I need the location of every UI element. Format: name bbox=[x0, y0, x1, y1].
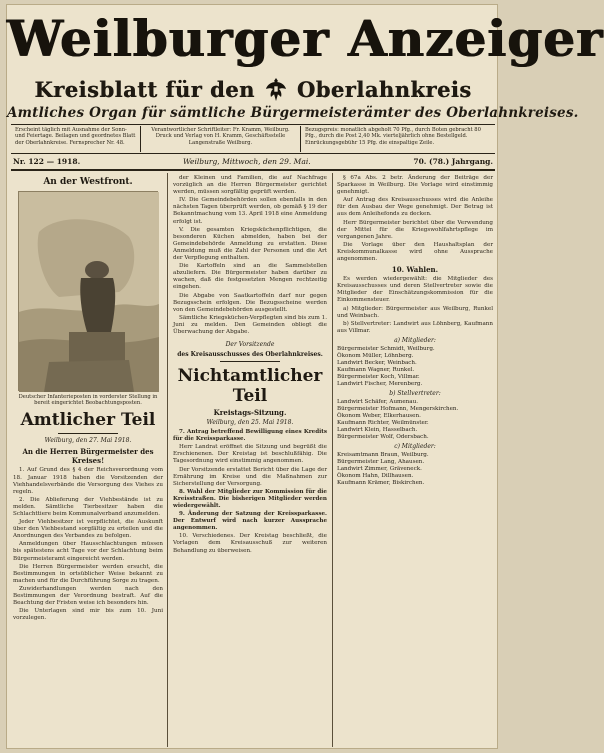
issue-number: Nr. 122 — 1918. bbox=[13, 156, 81, 166]
issue-date: Weilburg, Mittwoch, den 29. Mai. bbox=[182, 156, 311, 166]
paragraph: Die Vorlage über den Haushaltsplan der Kreiskommunalkasse wird ohne Aussprache angenommen. bbox=[337, 241, 493, 263]
paragraph: 9. Änderung der Satzung der Kreissparkasse. Der Entwurf wird nach kurzer Aussprache angenommen. bbox=[173, 511, 327, 532]
photo-caption: Deutscher Infanterieposten in vorderster Stellung in bereit eingerichtet Beobachtungsposten. bbox=[18, 394, 158, 407]
list-item: Ökonom Müller, Löhnberg. bbox=[337, 352, 414, 359]
newspaper-page bbox=[6, 4, 604, 749]
paragraph: Die Kartoffeln sind an die Sammelstellen abzuliefern. Die Bürgermeister haben darüber zu wachen, daß die festgesetzten Mengen rechtzeitig eingehen. bbox=[173, 263, 327, 291]
paragraph: Die Unterlagen sind mir bis zum 10. Juni vorzulegen. bbox=[13, 608, 163, 622]
list-item: Kreisamtmann Braun, Weilburg. bbox=[337, 451, 429, 458]
col1-body bbox=[13, 467, 163, 622]
list-item: Landwirt Zimmer, Gräveneck. bbox=[337, 465, 422, 472]
list-item: Kaufmann Richter, Weilmünster. bbox=[337, 419, 429, 426]
info-editor: Verantwortlicher Schriftleiter: Fr. Kramm, Weilburg. Druck und Verlag von H. Kramm, Geschäftsstelle Langenstraße Weilburg. bbox=[141, 126, 301, 152]
paragraph: 1. Auf Grund des § 4 der Reichsverordnung vom 18. Januar 1918 haben die Vorsitzenden der Viehhandelsverbände die Versorgung des Viehes zu regeln. bbox=[13, 467, 163, 495]
paragraph: Jeder Viehbesitzer ist verpflichtet, die Auskunft über den Viehbestand sorgfältig zu erteilen und die Anordnungen des Verbandes zu befolgen. bbox=[13, 519, 163, 540]
members-list-3 bbox=[337, 452, 493, 487]
paragraph: Der Vorsitzende erstattet Bericht über die Lage der Ernährung im Kreise und die Maßnahmen zur Sicherstellung der Versorgung. bbox=[173, 466, 327, 487]
kreistag-date: Weilburg, den 25. Mai 1918. bbox=[206, 419, 294, 427]
paragraph: a) Mitglieder: Bürgermeister aus Weilburg, Runkel und Weinbach. bbox=[337, 305, 493, 319]
subtitle-left: Kreisblatt für den bbox=[34, 76, 255, 102]
paragraph: 7. Antrag betreffend Bewilligung eines Kredits für die Kreissparkasse. bbox=[173, 429, 327, 443]
members-list-2 bbox=[337, 399, 493, 441]
list-item: Landwirt Becker, Weinbach. bbox=[337, 359, 417, 366]
column-1 bbox=[13, 175, 163, 745]
paragraph: Die Abgabe von Saatkartoffeln darf nur gegen Bezugsschein erfolgen. Die Bezugsscheine werden von den Gemeindebehörden ausgestellt. bbox=[173, 292, 327, 313]
paragraph: Zuwiderhandlungen werden nach den Bestimmungen der Verordnung bestraft. Auf die Beachtung der Fristen weise ich besonders hin. bbox=[13, 585, 163, 607]
paragraph: IV. Die Gemeindebehörden sollen ebenfalls in den nächsten Tagen überprüft werden, ob gemäß § 19 der Bekanntmachung vom 13. April 1918 eine Anmeldung erfolgt ist. bbox=[173, 197, 327, 225]
list-item: Bürgermeister Koch, Villmar. bbox=[337, 373, 420, 380]
paragraph: Sämtliche Kriegsküchen-Verpflegten sind bis zum 1. Juni zu melden. Den Gemeinden obliegt die Überwachung der Abgabe. bbox=[173, 314, 327, 335]
column-divider-2 bbox=[332, 173, 333, 747]
list-item: Bürgermeister Lang, Ahausen. bbox=[337, 458, 425, 465]
kreistag-heading: Kreistags-Sitzung. bbox=[213, 408, 287, 418]
paragraph: Anmeldungen über Hausschlachtungen müssen bis spätestens acht Tage vor der Schlachtung beim Bürgermeisteramt eingereicht werden. bbox=[13, 541, 163, 562]
info-price: Bezugspreis: monatlich abgeholt 70 Pfg., durch Boten gebracht 80 Pfg., durch die Post 2,40 Mk. vierteljährlich ohne Bestellgeld. Einrückungsgebühr 15 Pfg. die einspaltige Zeile. bbox=[305, 127, 481, 146]
subtitle-row bbox=[7, 75, 499, 103]
deputies-list-heading: b) Stellvertreter: bbox=[389, 389, 441, 397]
paragraph: Auf Antrag des Kreisausschusses wird die Anleihe für den Ausbau der Wege genehmigt. Der Betrag ist aus dem Anleihefonds zu decken. bbox=[337, 197, 493, 218]
info-publication: Erscheint täglich mit Ausnahme der Sonn- und Feiertage. Beilagen und geordnetes Blatt der Oberlahnkreise. Fernsprecher Nr. 48. bbox=[11, 126, 141, 152]
list-item: Bürgermeister Schmidt, Weilburg. bbox=[337, 345, 435, 352]
paragraph: § 67a Abs. 2 betr. Änderung der Beiträge der Sparkasse in Weilburg. Die Vorlage wird einstimmig genehmigt. bbox=[337, 175, 493, 196]
paragraph: Die Herren Bürgermeister werden ersucht, die Bestimmungen in ortsüblicher Weise bekannt zu machen und für die Durchführung Sorge zu tragen. bbox=[13, 563, 163, 584]
list-item: Bürgermeister Hofmann, Mengerskirchen. bbox=[337, 405, 459, 412]
organ-line: Amtliches Organ für sämtliche Bürgermeisterämter des Oberlahnkreises. bbox=[7, 105, 579, 121]
wahlen-heading: 10. Wahlen. bbox=[391, 265, 439, 275]
list-item: Kaufmann Krämer, Biskirchen. bbox=[337, 479, 425, 486]
masthead bbox=[7, 5, 604, 135]
list-item: Bürgermeister Wolf, Odersbach. bbox=[337, 433, 429, 440]
headline-westfront: An der Westfront. bbox=[43, 177, 133, 187]
info-row bbox=[11, 126, 495, 152]
amtlicher-teil-heading: Amtlicher Teil bbox=[20, 410, 156, 431]
list-item: Kaufmann Wagner, Runkel. bbox=[337, 366, 415, 373]
amtlicher-date: Weilburg, den 27. Mai 1918. bbox=[44, 437, 132, 445]
photo-illustration bbox=[19, 192, 159, 392]
paragraph: Es werden wiedergewählt: die Mitglieder des Kreisausschusses und deren Stellvertreter sowie die Mitglieder der Einschätzungskommission für die Einkommensteuer. bbox=[337, 276, 493, 304]
volume-number: 70. (78.) Jahrgang. bbox=[413, 156, 493, 166]
members-list-heading: a) Mitglieder: bbox=[394, 336, 436, 344]
column-2 bbox=[173, 175, 327, 745]
list-item: Ökonom Hahn, Dillhausen. bbox=[337, 472, 414, 479]
letter-heading: An die Herren Bürgermeister des Kreises! bbox=[22, 447, 154, 466]
members-list-heading-3: c) Mitglieder: bbox=[394, 442, 436, 450]
newspaper-title: Weilburger Anzeiger bbox=[7, 9, 604, 68]
column-3 bbox=[337, 175, 493, 745]
paragraph: 2. Die Ablieferung der Viehbestände ist zu melden. Sämtliche Tierbesitzer haben die Schlachttiere beim Kommunalverband anzumelden. bbox=[13, 496, 163, 517]
eagle-emblem-icon bbox=[265, 76, 287, 102]
members-list-1 bbox=[337, 346, 493, 388]
paragraph: V. Die gesamten Kriegsküchenpflichtigen, die besonderen Küchen abmelden, haben bei der Gemeindebehörde Anmeldung zu erstatten. Diese Anmeldung muß die Zahl der Personen und die Art der Verpflegung enthalten. bbox=[173, 226, 327, 262]
dateline bbox=[11, 154, 495, 168]
paragraph: Herr Landrat eröffnet die Sitzung und begrüßt die Erschienenen. Der Kreistag ist beschlußfähig. Die Tagesordnung wird einstimmig angenommen. bbox=[173, 444, 327, 465]
list-item: Landwirt Fischer, Merenberg. bbox=[337, 380, 423, 387]
short-rule bbox=[58, 433, 118, 434]
header-rule-top bbox=[11, 124, 495, 125]
soldier-photo bbox=[18, 191, 158, 391]
col3-body-top bbox=[337, 175, 493, 263]
col2-body-bottom bbox=[173, 429, 327, 555]
signature-line-2: des Kreisausschusses des Oberlahnkreises. bbox=[177, 351, 323, 359]
short-rule bbox=[220, 361, 280, 362]
list-item: Landwirt Schäfer, Aumenau. bbox=[337, 398, 418, 405]
nichtamtlicher-teil-heading: Nichtamtlicher Teil bbox=[177, 366, 323, 407]
list-item: Ökonom Weber, Elkerhausen. bbox=[337, 412, 421, 419]
paragraph: Herr Bürgermeister berichtet über die Verwendung der Mittel für die Kriegswohlfahrtspflege im vergangenen Jahre. bbox=[337, 219, 493, 240]
col3-body-mid bbox=[337, 276, 493, 335]
header-rule-bottom bbox=[11, 169, 495, 171]
paragraph: b) Stellvertreter: Landwirt aus Löhnberg, Kaufmann aus Villmar. bbox=[337, 320, 493, 334]
col2-body-top bbox=[173, 175, 327, 336]
subtitle-right: Oberlahnkreis bbox=[296, 76, 472, 102]
list-item: Landwirt Klein, Hasselbach. bbox=[337, 426, 418, 433]
column-divider-1 bbox=[167, 173, 168, 747]
paragraph: 10. Verschiedenes. Der Kreistag beschließt, die Vorlagen dem Kreisausschuß zur weiteren Behandlung zu überweisen. bbox=[173, 533, 327, 554]
paragraph: der Kleinen und Familien, die auf Nachfrage vorzüglich an die Herren Bürgermeister gerichtet werden, müssen sorgfältig geprüft werden. bbox=[173, 175, 327, 196]
paragraph: 8. Wahl der Mitglieder zur Kommission für die Kreisstraßen. Die bisherigen Mitglieder werden wiedergewählt. bbox=[173, 488, 327, 509]
signature-line-1: Der Vorsitzende bbox=[225, 341, 275, 349]
